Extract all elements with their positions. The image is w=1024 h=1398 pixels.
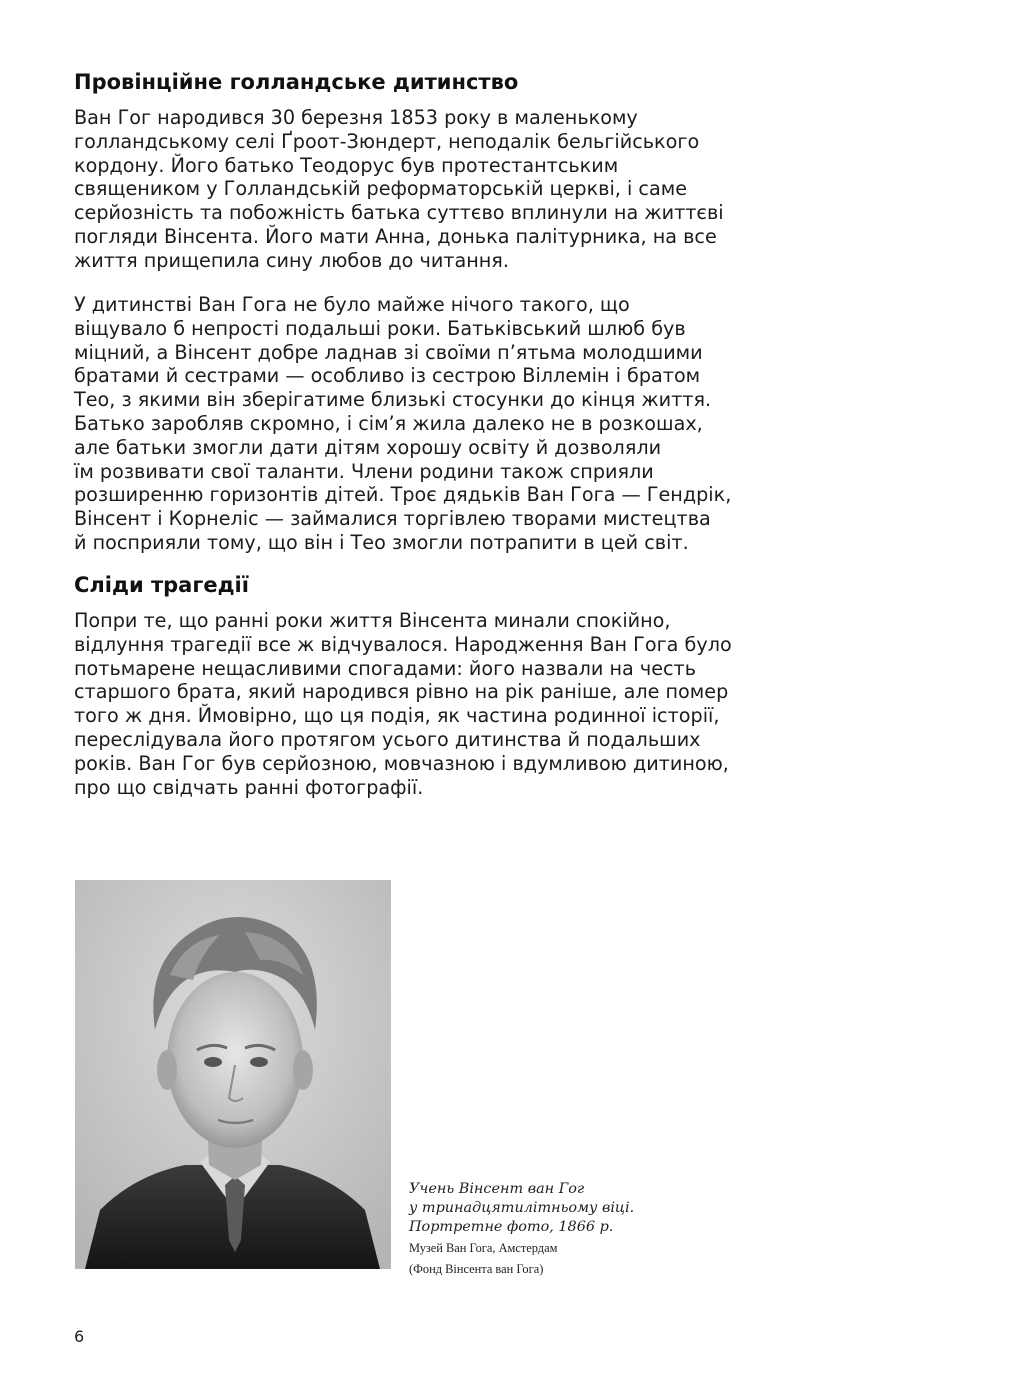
text-line: потьмарене нещасливими спогадами: його назвали на честь: [74, 656, 697, 680]
portrait-photo-icon: [75, 880, 391, 1269]
text-line: братами й сестрами — особливо із сестрою Віллемін і братом: [74, 364, 701, 388]
text-line: Ван Гог народився 30 березня 1853 року в маленькому: [74, 106, 638, 129]
paragraph-tragedy: [74, 609, 734, 799]
paragraph-birth: [74, 106, 734, 273]
text-line: переслідувала його протягом усього дитинства й подальших: [74, 727, 701, 751]
text-line: відлуння трагедії все ж відчувалося. Народження Ван Гога було: [74, 632, 732, 656]
text-line: кордону. Його батько Теодорус був протестантським: [74, 153, 619, 177]
section-heading-childhood: Провінційне голландське дитинство: [74, 70, 519, 94]
text-line: погляди Вінсента. Його мати Анна, донька палітурника, на все: [74, 224, 717, 248]
text-line: старшого брата, який народився рівно на рік раніше, але помер: [74, 680, 729, 704]
caption-line: у тринадцятилітньому віці.: [409, 1200, 635, 1217]
text-line: серйозність та побожність батька суттєво вплинули на життєві: [74, 201, 724, 225]
text-line: про що свідчать ранні фотографії.: [74, 775, 424, 799]
text-line: їм розвивати свої таланти. Члени родини також сприяли: [74, 459, 654, 483]
page-number: 6: [74, 1327, 85, 1346]
text-line: Батько заробляв скромно, і сім’я жила далеко не в розкошах,: [74, 411, 703, 435]
text-line: але батьки змогли дати дітям хорошу освіту й дозволяли: [74, 435, 662, 459]
caption-credit: (Фонд Вінсента ван Гога): [409, 1261, 544, 1276]
text-line: священиком у Голландській реформаторській церкві, і саме: [74, 177, 688, 201]
text-line: голландському селі Ґроот-Зюндерт, неподалік бельгійського: [74, 129, 700, 153]
caption-credit: Музей Ван Гога, Амстердам: [409, 1240, 558, 1255]
caption-line: Учень Вінсент ван Гог: [409, 1181, 585, 1197]
text-line: років. Ван Гог був серйозною, мовчазною і вдумливою дитиною,: [74, 751, 729, 775]
caption-line: Портретне фото, 1866 р.: [409, 1219, 614, 1236]
text-line: У дитинстві Ван Гога не було майже нічого такого, що: [74, 293, 630, 316]
photo-caption: [409, 1180, 649, 1280]
portrait-photo: [75, 880, 391, 1269]
section-heading-tragedy: Сліди трагедії: [74, 573, 249, 597]
text-line: Попри те, що ранні роки життя Вінсента минали спокійно,: [74, 609, 671, 632]
text-line: Вінсент і Корнеліс — займалися торгівлею творами мистецтва: [74, 507, 711, 531]
text-line: й посприяли тому, що він і Тео змогли потрапити в цей світ.: [74, 530, 689, 554]
text-line: Тео, з якими він зберігатиме близькі стосунки до кінця життя.: [74, 388, 712, 412]
paragraph-family: [74, 293, 734, 555]
text-line: того ж дня. Ймовірно, що ця подія, як частина родинної історії,: [74, 704, 720, 728]
text-line: міцний, а Вінсент добре ладнав зі своїми п’ятьма молодшими: [74, 340, 703, 364]
text-line: життя прищепила сину любов до читання.: [74, 248, 509, 272]
text-line: розширенню горизонтів дітей. Троє дядьків Ван Гога — Гендрік,: [74, 483, 732, 507]
text-line: віщувало б непрості подальші роки. Батьківський шлюб був: [74, 316, 686, 340]
